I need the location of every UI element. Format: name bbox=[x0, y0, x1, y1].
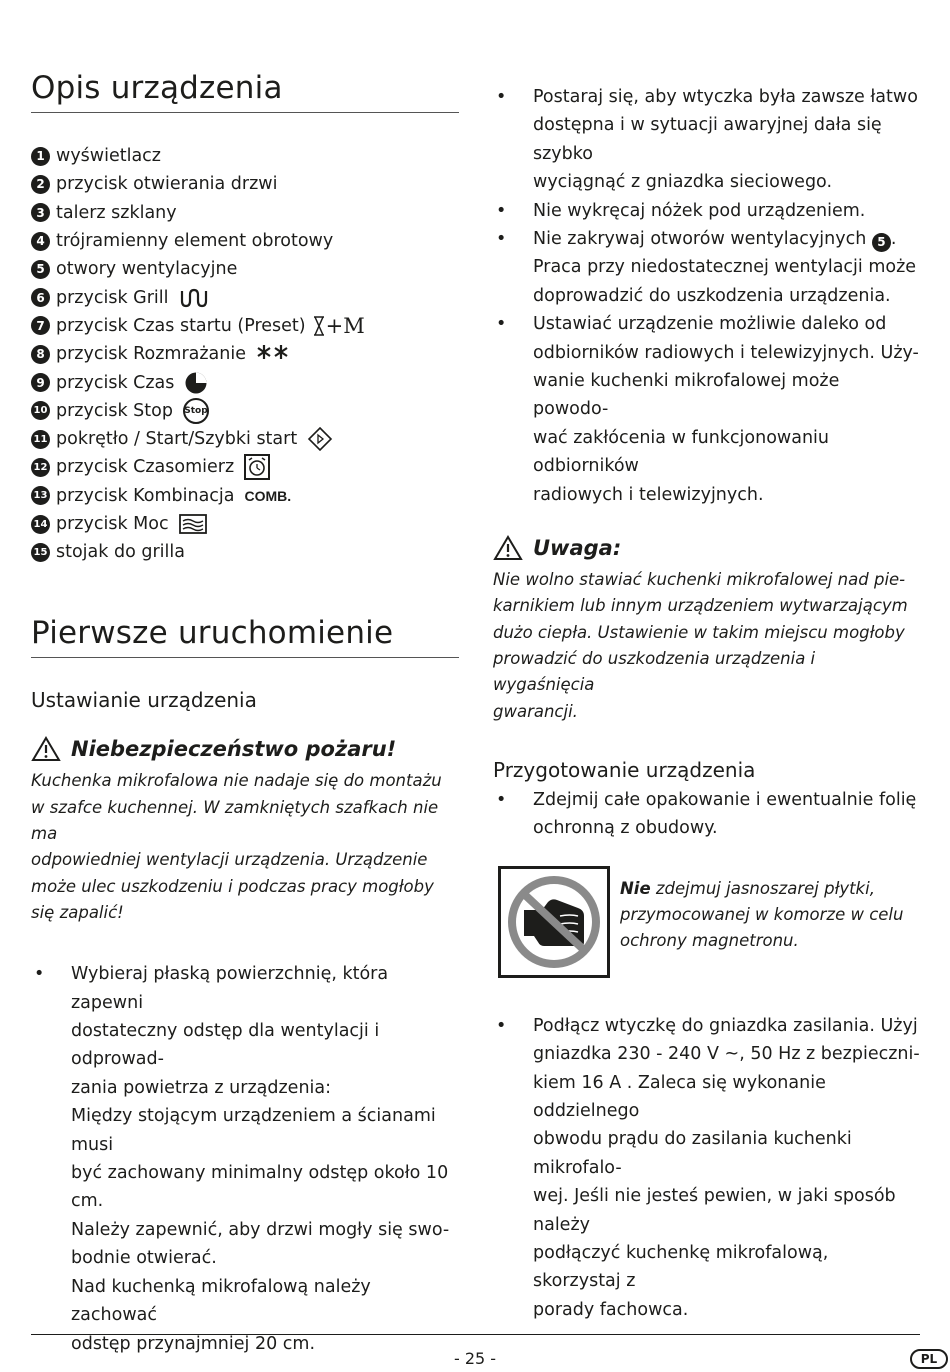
subheading-setup: Ustawianie urządzenia bbox=[31, 688, 257, 713]
text-line bbox=[620, 876, 903, 902]
part-label: przycisk Grill bbox=[56, 287, 169, 308]
text-line: gwarancji. bbox=[493, 701, 578, 721]
text-line: dużo ciepła. Ustawienie w takim miejscu mogłoby bbox=[493, 622, 905, 642]
list-item bbox=[493, 225, 920, 310]
text-line-part: zdejmuj jasnoszarej płytki, bbox=[650, 878, 875, 898]
list-item bbox=[493, 83, 920, 197]
list-item bbox=[31, 510, 459, 538]
text-line: • Wybieraj płaską powierzchnię, która zapewni bbox=[71, 964, 389, 1013]
text-line: podłączyć kuchenkę mikrofalową, skorzystaj z bbox=[533, 1242, 829, 1292]
list-item bbox=[31, 255, 459, 283]
part-label: trójramienny element obrotowy bbox=[56, 231, 334, 252]
parts-list bbox=[31, 142, 459, 566]
text-line: wyciągnąć z gniazdka sieciowego. bbox=[533, 172, 833, 193]
text-line: się zapalić! bbox=[31, 902, 124, 922]
list-item bbox=[31, 960, 459, 1358]
text-line: radiowych i telewizyjnych. bbox=[533, 484, 764, 505]
safety-bullets bbox=[493, 83, 920, 509]
number-badge: 3 bbox=[31, 203, 50, 222]
list-item bbox=[31, 482, 459, 510]
part-label: przycisk otwierania drzwi bbox=[56, 174, 278, 195]
warning-triangle-icon bbox=[493, 535, 523, 561]
text-line: odpowiedniej wentylacji urządzenia. Urządzenie bbox=[31, 850, 428, 870]
section-title-description: Opis urządzenia bbox=[31, 70, 459, 113]
hourglass-m-icon bbox=[312, 314, 365, 338]
part-label: stojak do grilla bbox=[56, 542, 185, 563]
part-label: przycisk Moc bbox=[56, 514, 169, 534]
text-line: dostateczny odstęp dla wentylacji i odprowad- bbox=[71, 1021, 380, 1070]
number-badge: 12 bbox=[31, 458, 50, 477]
footer-divider bbox=[31, 1334, 920, 1335]
list-item bbox=[31, 368, 459, 396]
part-label: przycisk Czasomierz bbox=[56, 457, 235, 478]
part-label: przycisk Czas bbox=[56, 372, 175, 393]
magnetron-note bbox=[493, 866, 920, 978]
right-column bbox=[493, 83, 920, 1324]
note-bold-word: Nie bbox=[620, 878, 651, 898]
text-line: wać zakłócenia w funkcjonowaniu odbiorników bbox=[533, 427, 829, 477]
number-badge: 7 bbox=[31, 316, 50, 335]
comb-label: COMB. bbox=[244, 487, 292, 504]
text-line: ochronną z obudowy. bbox=[533, 818, 718, 839]
list-item bbox=[31, 142, 459, 170]
list-item bbox=[493, 197, 920, 225]
text-line: doprowadzić do uszkodzenia urządzenia. bbox=[533, 285, 891, 306]
part-label: przycisk Czas startu (Preset) bbox=[56, 315, 306, 336]
list-item bbox=[31, 538, 459, 566]
list-item bbox=[31, 227, 459, 255]
stop-icon bbox=[183, 398, 209, 424]
list-item bbox=[31, 397, 459, 425]
text-line: • Podłącz wtyczkę do gniazdka zasilania. Użyj bbox=[533, 1015, 918, 1036]
text-line: przymocowanej w komorze w celu bbox=[620, 904, 904, 924]
text-line: odbiorników radiowych i telewizyjnych. Uży- bbox=[533, 342, 919, 363]
page-number: - 25 - bbox=[453, 1349, 497, 1368]
power-icon bbox=[179, 514, 207, 534]
list-item bbox=[31, 453, 459, 481]
list-item bbox=[31, 283, 459, 311]
text-line: Nad kuchenką mikrofalową należy zachować bbox=[71, 1276, 371, 1326]
part-label: otwory wentylacyjne bbox=[56, 259, 238, 280]
text-line: porady fachowca. bbox=[533, 1299, 689, 1320]
grill-icon bbox=[179, 287, 209, 309]
text-line: Praca przy niedostatecznej wentylacji może bbox=[533, 257, 917, 278]
attention-text bbox=[493, 567, 920, 725]
number-badge: 8 bbox=[31, 345, 50, 364]
number-badge: 2 bbox=[31, 175, 50, 194]
start-icon bbox=[307, 427, 333, 451]
warning-triangle-icon bbox=[31, 736, 61, 762]
text-line: • Nie zakrywaj otworów wentylacyjnych 5 . bbox=[533, 225, 920, 253]
no-touch-pictogram bbox=[498, 866, 610, 978]
text-line: karnikiem lub innym urządzeniem wytwarzającym bbox=[493, 596, 908, 616]
number-badge: 9 bbox=[31, 373, 50, 392]
attention-title-text: Uwaga: bbox=[533, 536, 622, 561]
text-line: ochrony magnetronu. bbox=[620, 931, 799, 951]
number-badge: 11 bbox=[31, 430, 50, 449]
part-label: wyświetlacz bbox=[56, 146, 161, 167]
number-badge: 13 bbox=[31, 486, 50, 505]
language-badge: PL bbox=[910, 1349, 948, 1369]
section-title-first-use: Pierwsze uruchomienie bbox=[31, 615, 459, 658]
left-column bbox=[31, 70, 459, 1358]
list-item bbox=[493, 310, 920, 509]
text-line: dostępna i w sytuacji awaryjnej dała się szybko bbox=[533, 115, 882, 164]
text-line: Należy zapewnić, aby drzwi mogły się swo- bbox=[71, 1219, 450, 1240]
text-line: Nie wolno stawiać kuchenki mikrofalowej nad pie- bbox=[493, 570, 906, 590]
comb-icon bbox=[245, 488, 292, 504]
list-item bbox=[31, 170, 459, 198]
text-line: • Ustawiać urządzenie możliwie daleko od bbox=[533, 314, 887, 335]
warning-title-text: Niebezpieczeństwo pożaru! bbox=[71, 737, 397, 762]
text-line: bodnie otwierać. bbox=[71, 1248, 217, 1269]
fire-warning-text bbox=[31, 768, 459, 926]
defrost-icon bbox=[256, 342, 290, 366]
ref-badge: 5 bbox=[872, 233, 891, 252]
text-line: być zachowany minimalny odstęp około 10 cm. bbox=[71, 1163, 449, 1212]
plus-m-label: +M bbox=[325, 313, 365, 338]
part-label: pokrętło / Start/Szybki start bbox=[56, 429, 298, 450]
text-line: • Nie wykręcaj nóżek pod urządzeniem. bbox=[533, 200, 866, 221]
text-line: w szafce kuchennej. W zamkniętych szafkach nie ma bbox=[31, 797, 439, 844]
text-line: Kuchenka mikrofalowa nie nadaje się do montażu bbox=[31, 771, 442, 791]
timer-icon bbox=[244, 454, 270, 480]
text-line: prowadzić do uszkodzenia urządzenia i wygaśnięcia bbox=[493, 648, 816, 695]
number-badge: 4 bbox=[31, 232, 50, 251]
part-label: przycisk Rozmrażanie bbox=[56, 344, 247, 365]
magnetron-note-text bbox=[620, 876, 903, 978]
number-badge: 14 bbox=[31, 515, 50, 534]
part-label: przycisk Kombinacja bbox=[56, 485, 235, 506]
list-item bbox=[31, 340, 459, 368]
text-line: odstęp przynajmniej 20 cm. bbox=[71, 1333, 316, 1354]
number-badge: 15 bbox=[31, 543, 50, 562]
text-line: • Zdejmij całe opakowanie i ewentualnie folię bbox=[533, 789, 917, 810]
text-line: wanie kuchenki mikrofalowej może powodo- bbox=[533, 371, 840, 420]
part-label: talerz szklany bbox=[56, 202, 177, 223]
text-line: obwodu prądu do zasilania kuchenki mikrofalo- bbox=[533, 1129, 852, 1178]
list-item bbox=[493, 1012, 920, 1324]
list-item bbox=[31, 425, 459, 453]
text-line: Między stojącym urządzeniem a ścianami musi bbox=[71, 1106, 436, 1155]
attention-title bbox=[493, 535, 920, 561]
number-badge: 5 bbox=[31, 260, 50, 279]
text-line: gniazdka 230 - 240 V ~, 50 Hz z bezpieczni- bbox=[533, 1044, 920, 1065]
text-line: kiem 16 A . Zaleca się wykonanie oddzielnego bbox=[533, 1072, 826, 1121]
part-label: przycisk Stop bbox=[56, 400, 173, 421]
list-item bbox=[31, 312, 459, 340]
number-badge: 10 bbox=[31, 401, 50, 420]
setup-bullets bbox=[31, 960, 459, 1358]
number-badge: 1 bbox=[31, 147, 50, 166]
prohibited-hand-icon bbox=[504, 872, 604, 972]
text-line: zania powietrza z urządzenia: bbox=[71, 1077, 332, 1098]
text-line: może ulec uszkodzeniu i podczas pracy mogłoby bbox=[31, 876, 434, 896]
prep-bullets bbox=[493, 786, 920, 843]
stop-icon-label: Stop bbox=[183, 398, 209, 424]
clock-icon bbox=[184, 371, 208, 395]
fire-warning-title bbox=[31, 736, 459, 762]
text-line: wej. Jeśli nie jesteś pewien, w jaki sposób należy bbox=[533, 1186, 896, 1235]
power-bullets bbox=[493, 1012, 920, 1324]
number-badge: 6 bbox=[31, 288, 50, 307]
list-item bbox=[493, 786, 920, 843]
subheading-preparation: Przygotowanie urządzenia bbox=[493, 757, 756, 782]
text-line: • Postaraj się, aby wtyczka była zawsze łatwo bbox=[533, 87, 918, 107]
list-item bbox=[31, 199, 459, 227]
text-line-part: Nie zakrywaj otworów wentylacyjnych bbox=[533, 229, 867, 250]
